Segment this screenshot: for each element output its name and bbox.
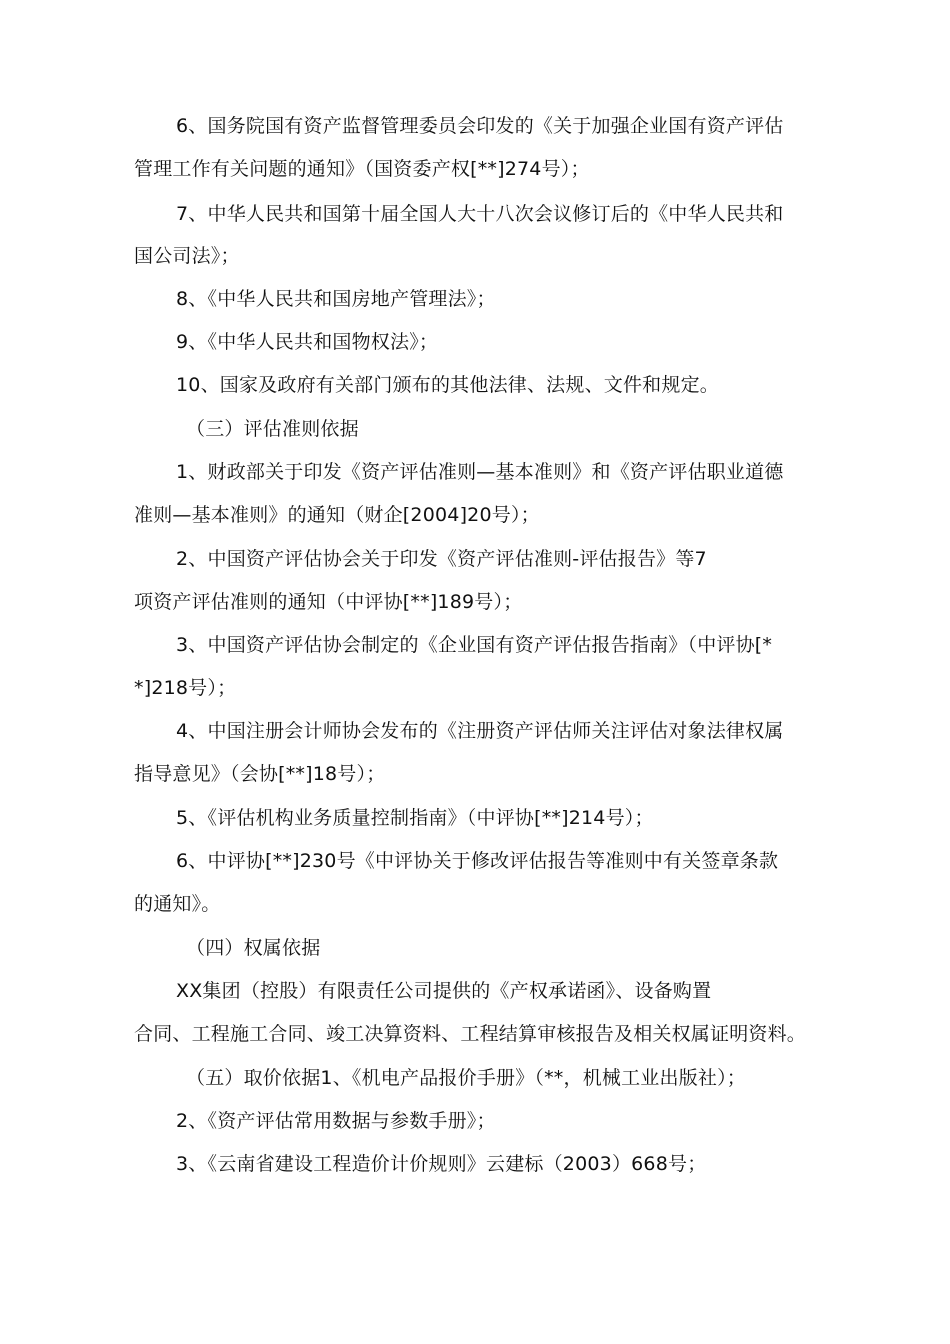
text-line: 2、中国资产评估协会关于印发《资产评估准则-评估报告》等7 (176, 548, 707, 570)
text-line: 1、财政部关于印发《资产评估准则—基本准则》和《资产评估职业道德 (176, 461, 784, 483)
text-line: 2、《资产评估常用数据与参数手册》； (176, 1110, 496, 1132)
section-heading: （四）权属依据 (186, 937, 321, 959)
text-line: 3、中国资产评估协会制定的《企业国有资产评估报告指南》（中评协[* (176, 634, 773, 656)
text-line: 的通知》。 (134, 893, 221, 915)
text-line: 合同、工程施工合同、竣工决算资料、工程结算审核报告及相关权属证明资料。 (134, 1023, 807, 1045)
section-heading: （五）取价依据1、《机电产品报价手册》（**，机械工业出版社）； (186, 1067, 746, 1089)
text-line: *]218号）； (134, 677, 237, 699)
text-line: 6、国务院国有资产监督管理委员会印发的《关于加强企业国有资产评估 (176, 115, 784, 137)
text-line: 8、《中华人民共和国房地产管理法》； (176, 288, 496, 310)
text-line: XX集团（控股）有限责任公司提供的《产权承诺函》、设备购置 (176, 980, 712, 1002)
text-line: 项资产评估准则的通知（中评协[**]189号）； (134, 591, 523, 613)
text-line: 6、中评协[**]230号《中评协关于修改评估报告等准则中有关签章条款 (176, 850, 779, 872)
text-line: 国公司法》； (134, 245, 240, 267)
text-line: 3、《云南省建设工程造价计价规则》云建标（2003）668号； (176, 1153, 707, 1175)
section-heading: （三）评估准则依据 (186, 418, 359, 440)
text-line: 管理工作有关问题的通知》（国资委产权[**]274号）； (134, 158, 590, 180)
text-line: 10、国家及政府有关部门颁布的其他法律、法规、文件和规定。 (176, 374, 719, 396)
text-line: 5、《评估机构业务质量控制指南》（中评协[**]214号）； (176, 807, 654, 829)
text-line: 准则—基本准则》的通知（财企[2004]20号）； (134, 504, 540, 526)
text-line: 9、《中华人民共和国物权法》； (176, 331, 439, 353)
text-line: 指导意见》（会协[**]18号）； (134, 763, 386, 785)
text-line: 7、中华人民共和国第十届全国人大十八次会议修订后的《中华人民共和 (176, 203, 784, 225)
text-line: 4、中国注册会计师协会发布的《注册资产评估师关注评估对象法律权属 (176, 720, 784, 742)
